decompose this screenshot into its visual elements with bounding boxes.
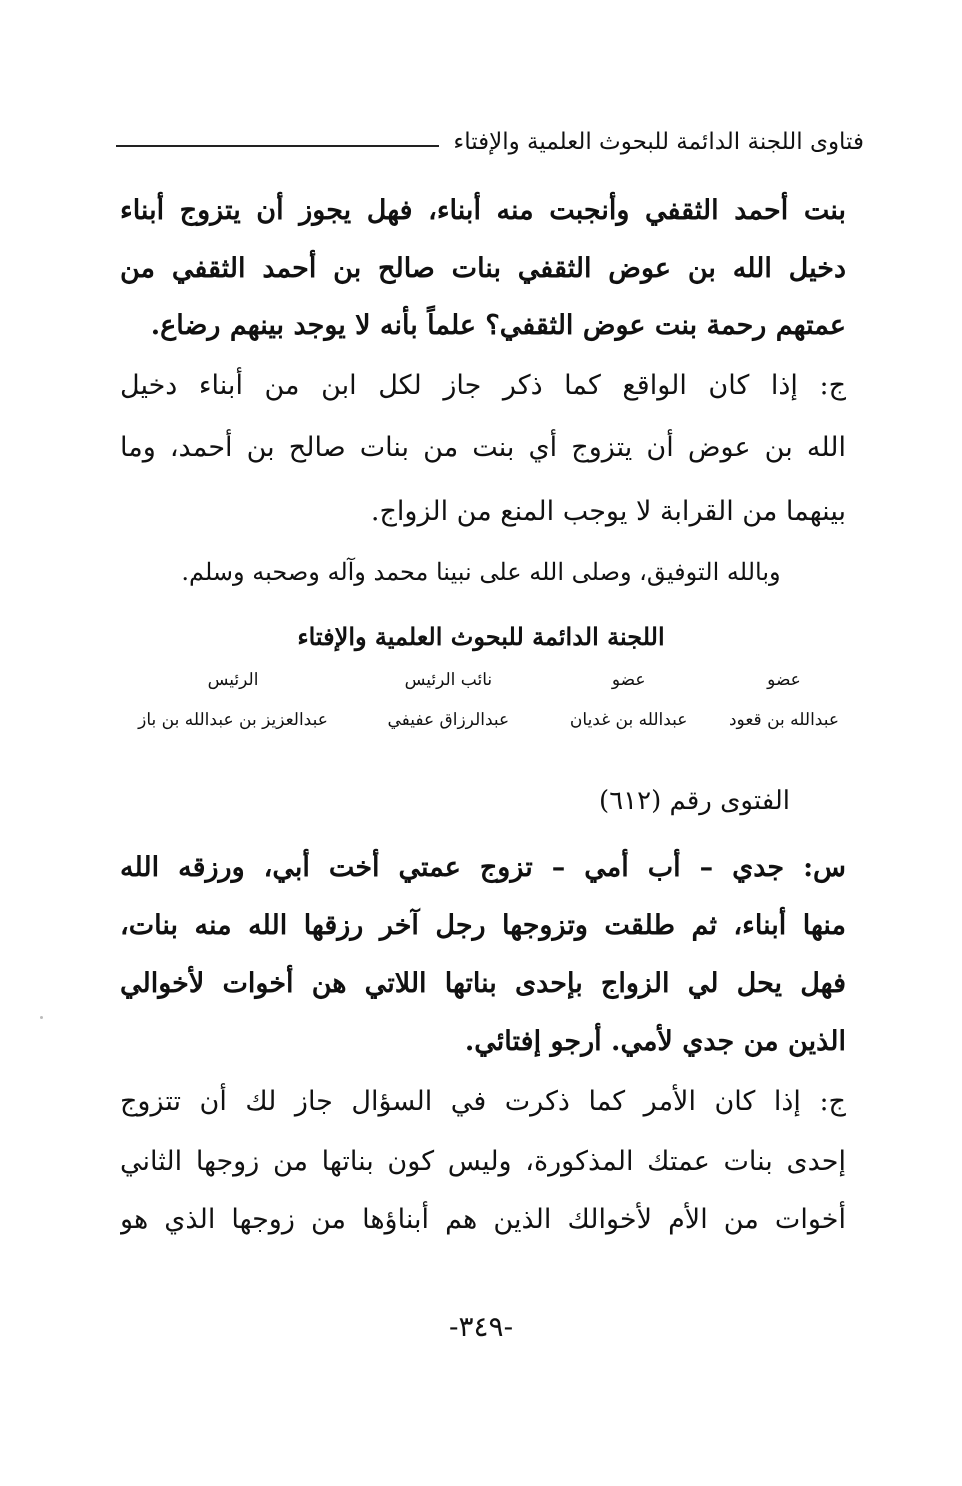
question2-line-3: فهل يحل لي الزواج بإحدى بناتها اللاتي هن أخوات لأخوالي <box>120 968 846 999</box>
header-rule <box>116 145 439 147</box>
member-1-name: عبدالله بن قعود <box>728 710 839 730</box>
running-title: فتاوى اللجنة الدائمة للبحوث العلمية والإفتاء <box>453 129 864 155</box>
question2-line-1: س: جدي – أب أمي – تزوج عمتي أخت أبي، ورزقه الله <box>120 852 846 883</box>
role-vice-president: نائب الرئيس <box>404 670 493 690</box>
scan-speck <box>40 1016 43 1019</box>
answer2-line-3: أخوات من الأم لأخوالك الذين هم أبناؤها من زوجها الذي هو <box>120 1204 846 1235</box>
question2-line-4: الذين من جدي لأمي. أرجو إفتائي. <box>464 1026 846 1057</box>
fatwa-number: الفتوى رقم (٦١٢) <box>599 786 790 816</box>
member-3-name: عبدالرزاق عفيفي <box>387 710 510 730</box>
role-president: الرئيس <box>207 670 259 690</box>
answer1-line-2: الله بن عوض أن يتزوج أي بنت من بنات صالح بن أحمد، وما <box>120 432 846 463</box>
closing-formula: وبالله التوفيق، وصلى الله على نبينا محمد وآله وصحبه وسلم. <box>181 558 781 586</box>
page-number: -٣٤٩- <box>448 1310 514 1343</box>
question2-line-2: منها أبناء، ثم طلقت وتزوجها رجل آخر رزقها الله منه بنات، <box>120 910 846 941</box>
answer2-line-2: إحدى بنات عمتك المذكورة، وليس كون بناتها من زوجها الثاني <box>120 1146 846 1177</box>
answer1-line-1: ج: إذا كان الواقع كما ذكر جاز لكل ابن من أبناء دخيل <box>120 370 846 401</box>
committee-members-row <box>118 710 844 730</box>
member-2-name: عبدالله بن غديان <box>569 710 688 730</box>
role-member-1: عضو <box>767 670 801 690</box>
answer1-line-3: بينهما من القرابة لا يوجب المنع من الزواج. <box>370 496 846 527</box>
committee-roles-row <box>118 670 844 690</box>
question1-line-1: بنت أحمد الثقفي وأنجبت منه أبناء، فهل يجوز أن يتزوج أبناء <box>120 195 846 226</box>
question1-line-3: عمتهم رحمة بنت عوض الثقفي؟ علماً بأنه لا يوجد بينهم رضاع. <box>150 310 846 341</box>
question1-line-2: دخيل الله بن عوض الثقفي بنات صالح بن أحمد الثقفي من <box>120 253 846 284</box>
running-header <box>116 122 864 162</box>
member-4-name: عبدالعزيز بن عبدالله بن باز <box>138 710 328 730</box>
role-member-2: عضو <box>611 670 646 690</box>
committee-name: اللجنة الدائمة للبحوث العلمية والإفتاء <box>297 622 665 651</box>
answer2-line-1: ج: إذا كان الأمر كما ذكرت في السؤال جاز لك أن تتزوج <box>120 1086 846 1117</box>
